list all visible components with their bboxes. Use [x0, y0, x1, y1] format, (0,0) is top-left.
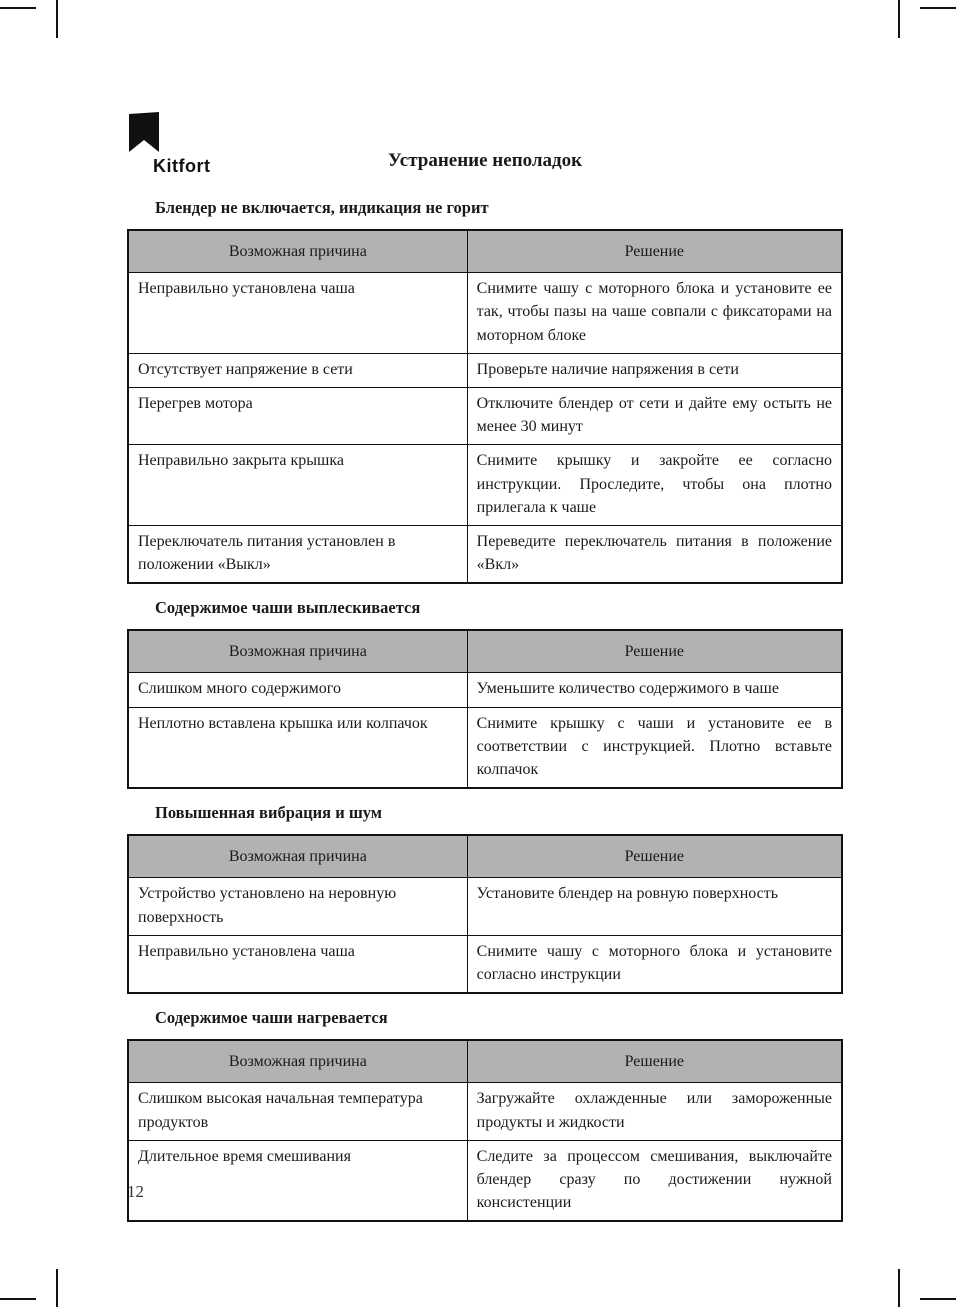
page-content [127, 110, 843, 1222]
crop-mark-bottom-right-v [898, 1269, 900, 1307]
cause-cell: Неправильно закрыта крышка [128, 445, 467, 526]
page-number: 12 [127, 1182, 144, 1201]
cause-cell: Длительное время смешивания [128, 1140, 467, 1221]
section-heading: Содержимое чаши нагревается [155, 1008, 388, 1028]
section-contents-splashing [127, 598, 843, 789]
solution-cell: Установите блендер на ровную поверхность [467, 878, 842, 935]
section-vibration-noise [127, 803, 843, 994]
table-row [128, 1140, 842, 1221]
solution-cell: Переведите переключатель питания в положение «Вкл» [467, 525, 842, 583]
cause-cell: Слишком много содержимого [128, 673, 467, 707]
solution-cell: Снимите чашу с моторного блока и установите согласно инструкции [467, 935, 842, 993]
solution-cell: Проверьте наличие напряжения в сети [467, 353, 842, 387]
cause-header-cell: Возможная причина [128, 1040, 467, 1083]
table-row [128, 673, 842, 707]
kitfort-logo-icon [129, 112, 161, 154]
solution-cell: Снимите крышку и закройте ее согласно инструкции. Проследите, чтобы она плотно прилегала к чаше [467, 445, 842, 526]
table-header-row [128, 835, 842, 878]
solution-cell: Снимите чашу с моторного блока и установите ее так, чтобы пазы на чаше совпали с фиксаторами на моторном блоке [467, 273, 842, 354]
solution-cell: Следите за процессом смешивания, выключайте блендер сразу по достижении нужной консистенции [467, 1140, 842, 1221]
section-heading: Блендер не включается, индикация не горит [155, 198, 489, 217]
kitfort-logo [127, 112, 223, 177]
section-heading: Повышенная вибрация и шум [155, 803, 383, 823]
table-row [128, 273, 842, 354]
troubleshooting-table [127, 629, 843, 789]
cause-header-cell: Возможная причина [128, 230, 467, 273]
solution-header-cell: Решение [467, 1040, 842, 1083]
table-row [128, 445, 842, 526]
crop-mark-top-left-h [0, 7, 36, 9]
table-row [128, 525, 842, 583]
solution-cell: Снимите крышку с чаши и установите ее в соответствии с инструкцией. Плотно вставьте колпачок [467, 707, 842, 788]
solution-header-cell: Решение [467, 835, 842, 878]
cause-cell: Неплотно вставлена крышка или колпачок [128, 707, 467, 788]
table-row [128, 707, 842, 788]
cause-cell: Переключатель питания установлен в положении «Выкл» [128, 525, 467, 583]
cause-cell: Перегрев мотора [128, 387, 467, 444]
cause-header-cell: Возможная причина [128, 835, 467, 878]
cause-cell: Отсутствует напряжение в сети [128, 353, 467, 387]
crop-mark-bottom-left-h [0, 1298, 36, 1300]
crop-mark-top-left-v [56, 0, 58, 38]
section-blender-not-starting [127, 198, 843, 584]
table-row [128, 935, 842, 993]
table-row [128, 878, 842, 935]
cause-cell: Устройство установлено на неровную поверхность [128, 878, 467, 935]
troubleshooting-table [127, 834, 843, 994]
cause-header-cell: Возможная причина [128, 630, 467, 673]
table-header-row [128, 230, 842, 273]
solution-header-cell: Решение [467, 630, 842, 673]
troubleshooting-table [127, 1039, 843, 1222]
page-title: Устранение неполадок [387, 150, 583, 171]
section-contents-heating [127, 1008, 843, 1222]
table-row [128, 353, 842, 387]
cause-cell: Слишком высокая начальная температура продуктов [128, 1083, 467, 1140]
kitfort-logo-text: Kitfort [153, 156, 211, 176]
table-header-row [128, 1040, 842, 1083]
crop-mark-top-right-h [920, 7, 956, 9]
solution-cell: Уменьшите количество содержимого в чаше [467, 673, 842, 707]
solution-header-cell: Решение [467, 230, 842, 273]
crop-mark-top-right-v [898, 0, 900, 38]
crop-mark-bottom-right-h [920, 1298, 956, 1300]
solution-cell: Отключите блендер от сети и дайте ему остыть не менее 30 минут [467, 387, 842, 444]
section-heading: Содержимое чаши выплескивается [155, 598, 421, 618]
table-row [128, 387, 842, 444]
solution-cell: Загружайте охлажденные или замороженные продукты и жидкости [467, 1083, 842, 1140]
cause-cell: Неправильно установлена чаша [128, 935, 467, 993]
crop-mark-bottom-left-v [56, 1269, 58, 1307]
cause-cell: Неправильно установлена чаша [128, 273, 467, 354]
table-row [128, 1083, 842, 1140]
table-header-row [128, 630, 842, 673]
troubleshooting-table [127, 229, 843, 584]
